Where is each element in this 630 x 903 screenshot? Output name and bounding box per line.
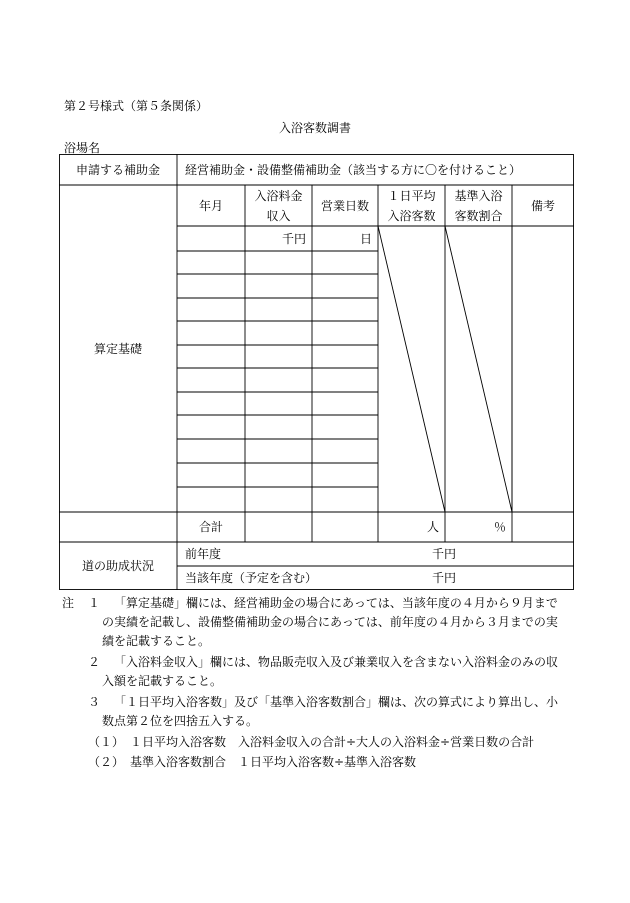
header-standard-ratio-line1: 基準入浴 (454, 188, 503, 203)
survey-table (59, 154, 574, 590)
aid-status-label: 道の助成状況 (81, 559, 154, 573)
formula-2: （２） 基準入浴客数割合 １日平均入浴客数÷基準入浴客数 (88, 755, 417, 769)
header-fee-income-line2: 収入 (266, 208, 291, 223)
note-3-line-2: 数点第２位を四捨五入する。 (102, 714, 259, 728)
current-year-label: 当該年度（予定を含む） (185, 571, 318, 585)
unit-day: 日 (359, 231, 372, 246)
note-3-line-1: 「１日平均入浴客数」及び「基準入浴客数割合」欄は、次の算式により算出し、小 (114, 695, 559, 709)
header-fee-income (245, 185, 312, 226)
note-1-line-1: 「算定基礎」欄には、経営補助金の場合にあっては、当該年度の４月から９月まで (114, 596, 558, 610)
prev-year-label: 前年度 (185, 547, 222, 561)
note-1-number: １ (88, 596, 101, 610)
note-2-line-1: 「入浴料金収入」欄には、物品販売収入及び兼業収入を含まない入浴料金のみの収 (114, 655, 559, 669)
total-label: 合計 (198, 520, 223, 534)
header-business-days: 営業日数 (320, 198, 369, 213)
unit-thousand-yen: 千円 (281, 231, 306, 246)
form-number: 第２号様式（第５条関係） (64, 99, 209, 113)
subsidy-label: 申請する補助金 (75, 162, 160, 177)
unit-percent: ％ (493, 520, 506, 534)
header-remarks: 備考 (530, 198, 555, 213)
note-2-number: ２ (88, 655, 101, 669)
bath-name-label: 浴場名 (64, 141, 101, 155)
subsidy-value: 経営補助金・設備整備補助金（該当する方に〇を付けること） (185, 162, 522, 177)
note-1-line-2: の実績を記載し、設備整備補助金の場合にあっては、前年度の４月から３月までの実 (102, 615, 558, 629)
note-1-line-3: 績を記載すること。 (102, 634, 211, 648)
notes-section (62, 594, 572, 773)
notes-prefix: 注 (62, 596, 75, 610)
unit-person: 人 (426, 520, 439, 534)
header-standard-ratio-line2: 客数割合 (454, 208, 503, 223)
header-standard-ratio (445, 185, 512, 226)
note-3-number: ３ (88, 695, 101, 709)
formula-1: （１） １日平均入浴客数 入浴料金収入の合計÷大人の入浴料金÷営業日数の合計 (88, 735, 535, 749)
header-daily-average (378, 185, 445, 226)
header-year-month: 年月 (198, 198, 223, 213)
header-daily-average-line2: 入浴客数 (387, 208, 436, 223)
basis-label: 算定基礎 (93, 341, 142, 356)
current-year-unit: 千円 (431, 571, 456, 585)
note-2-line-2: 入額を記載すること。 (102, 674, 223, 688)
document-title: 入浴客数調書 (278, 121, 351, 135)
header-daily-average-line1: １日平均 (387, 188, 436, 203)
header-fee-income-line1: 入浴料金 (254, 188, 303, 203)
prev-year-unit: 千円 (431, 547, 456, 561)
